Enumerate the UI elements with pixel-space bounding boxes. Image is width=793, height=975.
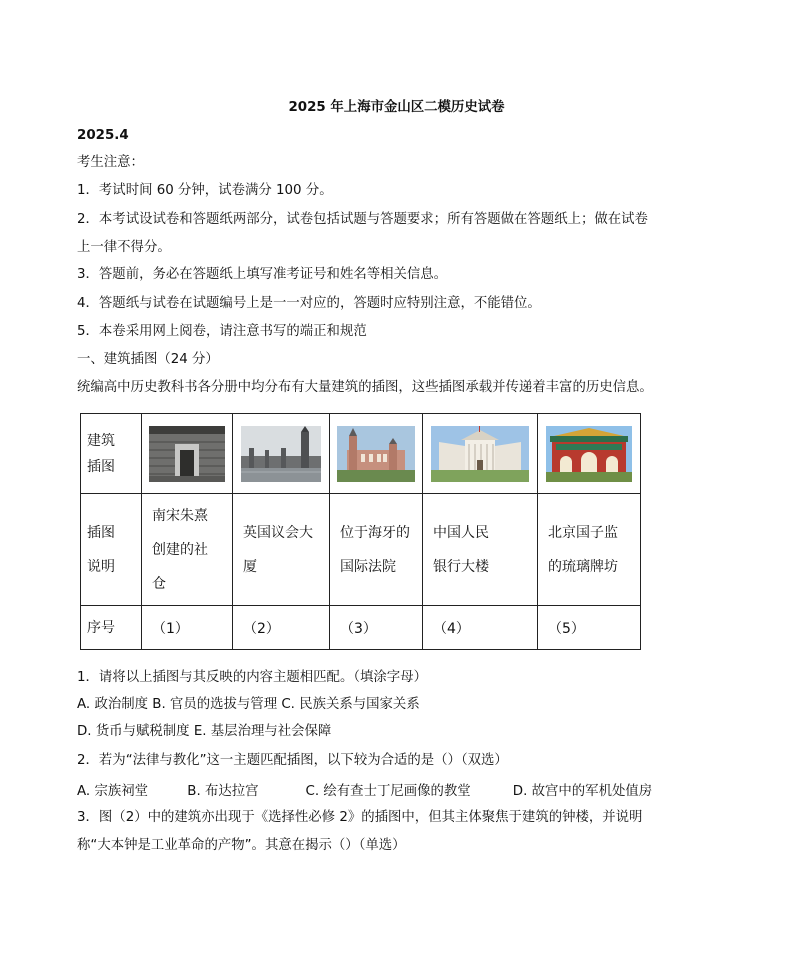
peoples-bank-photo-icon (431, 426, 529, 482)
peace-palace-photo-icon (337, 426, 415, 482)
number-cell: （2） (233, 606, 330, 650)
image-cell (142, 414, 233, 494)
option-c: C. 绘有查士丁尼画像的教堂 (305, 784, 471, 799)
number-cell: （1） (142, 606, 233, 650)
number-cell: （4） (423, 606, 538, 650)
image-cell (233, 414, 330, 494)
option-d: D. 故宫中的军机处值房 (512, 784, 653, 799)
notice-item: 上一律不得分。 (77, 240, 171, 255)
parliament-photo-icon (241, 426, 321, 482)
question-stem: 称“大本钟是工业革命的产物”。其意在揭示（）（单选） (77, 838, 406, 853)
caption-line: 创建的社 (152, 541, 208, 558)
row-header-captions (81, 494, 142, 606)
notice-item: 5．本卷采用网上阅卷，请注意书写的端正和规范 (77, 324, 367, 339)
row-header-images (81, 414, 142, 494)
building-table (80, 413, 641, 650)
caption-line: 仓 (152, 575, 166, 592)
question-options (77, 780, 652, 799)
caption-line: 中国人民 (433, 524, 489, 541)
option-a: A. 宗族祠堂 (77, 784, 148, 799)
notice-item: 2．本考试设试卷和答题纸两部分，试卷包括试题与答题要求；所有答题做在答题纸上；做在试卷 (77, 212, 648, 227)
section-intro: 统编高中历史教科书各分册中均分布有大量建筑的插图，这些插图承载并传递着丰富的历史信息。 (77, 380, 653, 395)
caption-line: 的琉璃牌坊 (548, 558, 618, 575)
caption-cell (423, 494, 538, 606)
notice-item: 1．考试时间 60 分钟，试卷满分 100 分。 (77, 183, 333, 198)
image-cell (330, 414, 423, 494)
row-header-numbers: 序号 (81, 606, 142, 650)
exam-title: 2025 年上海市金山区二模历史试卷 (288, 100, 505, 115)
caption-line: 国际法院 (340, 558, 396, 575)
image-cell (423, 414, 538, 494)
question-options: D. 货币与赋税制度 E. 基层治理与社会保障 (77, 724, 332, 739)
question-stem: 1．请将以上插图与其反映的内容主题相匹配。（填涂字母） (77, 670, 427, 685)
row-header-line: 插图 (87, 524, 115, 541)
notice-item: 4．答题纸与试卷在试题编号上是一一对应的，答题时应特别注意，不能错位。 (77, 296, 541, 311)
section-heading: 一、建筑插图（24 分） (77, 352, 219, 367)
caption-line: 英国议会大 (243, 524, 313, 541)
number-cell: （5） (538, 606, 641, 650)
question-stem: 3．图（2）中的建筑亦出现于《选择性必修 2》的插图中，但其主体聚焦于建筑的钟楼，并说明 (77, 810, 643, 825)
notice-item: 3．答题前，务必在答题纸上填写准考证号和姓名等相关信息。 (77, 267, 448, 282)
caption-line: 银行大楼 (433, 558, 489, 575)
caption-line: 厦 (243, 558, 257, 575)
archway-photo-icon (546, 426, 632, 482)
caption-cell (142, 494, 233, 606)
row-header-line: 说明 (87, 558, 115, 575)
question-stem: 2．若为“法律与教化”这一主题匹配插图，以下较为合适的是（）（双选） (77, 753, 508, 768)
row-header-line: 建筑 (87, 432, 115, 449)
question-options: A. 政治制度 B. 官员的选拔与管理 C. 民族关系与国家关系 (77, 697, 420, 712)
caption-line: 北京国子监 (548, 524, 618, 541)
caption-cell (538, 494, 641, 606)
notice-heading: 考生注意： (77, 155, 144, 170)
image-cell (538, 414, 641, 494)
granary-photo-icon (149, 426, 225, 482)
option-b: B. 布达拉宫 (187, 784, 259, 799)
exam-date: 2025.4 (77, 128, 129, 143)
caption-line: 南宋朱熹 (152, 507, 208, 524)
row-header-line: 插图 (87, 458, 115, 475)
number-cell: （3） (330, 606, 423, 650)
caption-cell (330, 494, 423, 606)
caption-line: 位于海牙的 (340, 524, 410, 541)
caption-cell (233, 494, 330, 606)
